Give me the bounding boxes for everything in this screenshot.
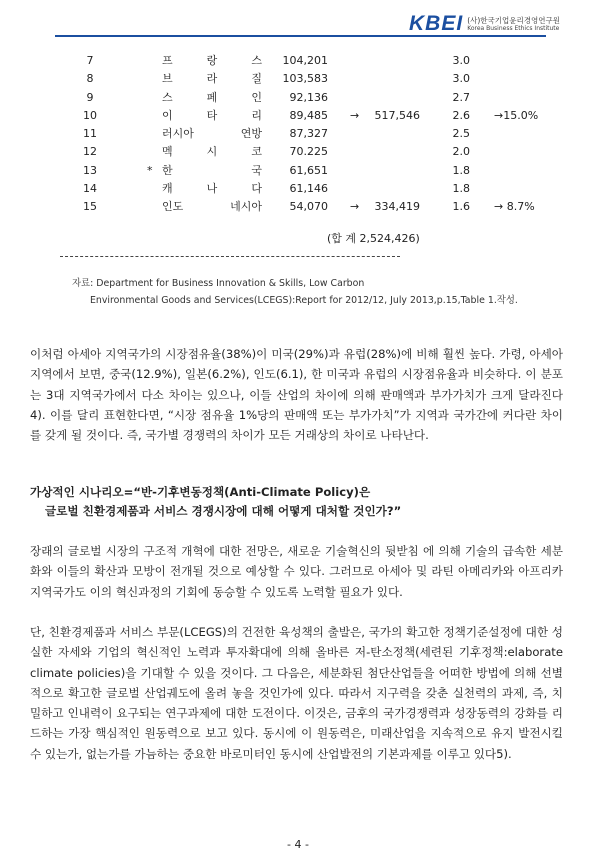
value-cell: 103,583: [282, 72, 328, 86]
subtotal-percent-cell: →15.0%: [494, 108, 539, 122]
share-percent-cell: 2.7: [452, 90, 470, 104]
subtotal-cell: 334,419: [374, 200, 420, 214]
country-name-part: 러시아: [162, 127, 194, 141]
share-percent-cell: 1.6: [452, 200, 470, 214]
page-number: - 4 -: [287, 838, 309, 851]
table-row: [0, 198, 596, 216]
logo-text: [467, 16, 560, 33]
rank-cell: 8: [86, 72, 94, 86]
country-name-part: 스: [251, 54, 262, 67]
country-name-part: 라: [206, 72, 218, 86]
value-cell: 70.225: [289, 145, 328, 159]
share-percent-cell: 1.8: [452, 182, 470, 196]
value-cell: 92,136: [289, 90, 328, 104]
country-name-part: 멕: [162, 145, 173, 159]
table-total: (합 계 2,524,426): [327, 232, 420, 245]
country-name-part: 코: [251, 145, 262, 159]
paragraph-market-share: 이처럼 아세아 지역국가의 시장점유율(38%)이 미국(29%)과 유럽(28%)에 비해 훨씬 높다. 가령, 아세아지역에서 보면, 중국(12.9%), 일본(6.2%), 인도(6.1), 한 미국과 유럽의 시장점유율과 비슷하다. 이 분포는 3대 지역국가에서 다소 차이는 있으나, 이들 산업의 차이에 의해 판매액과 부가가치가 크게 달라진다4). 이를 달리 표현한다면, “시장 점유율 1%당의 판매액 또는 부가가치”가 지역과 국가간에 커다란 차이를 갖게 될 것이다. 즉, 국가별 경쟁력의 차이가 모든 거래상의 차이로 나타난다.: [30, 347, 563, 443]
value-cell: 104,201: [282, 54, 328, 67]
rank-cell: 10: [83, 108, 97, 122]
rank-cell: 7: [86, 54, 94, 67]
section-heading-line-1: 가상적인 시나리오=“반-기후변동정책(Anti-Climate Policy)은: [30, 485, 371, 499]
country-name-part: 브: [162, 72, 173, 86]
country-name-part: 페: [206, 90, 218, 104]
value-cell: 54,070: [289, 200, 328, 214]
header-rule: [55, 35, 546, 37]
country-name-part: 인: [251, 90, 262, 104]
highlight-marker: *: [147, 163, 153, 177]
country-cell: [162, 107, 262, 125]
source-line-1: 자료: Department for Business Innovation & Skills, Low Carbon: [72, 278, 365, 289]
country-name-part: 시: [206, 145, 218, 159]
source-line-2: Environmental Goods and Services(LCEGS):Report for 2012/12, July 2013,p.15,Table 1.작성.: [90, 295, 518, 306]
country-cell: [162, 52, 262, 70]
table-row: [0, 143, 596, 161]
table-row: [0, 107, 596, 125]
country-ranking-table: [0, 52, 596, 217]
table-row: [0, 180, 596, 198]
table-row: [0, 125, 596, 143]
subtotal-cell: 517,546: [374, 108, 420, 122]
country-cell: [162, 180, 262, 198]
country-cell: [162, 162, 262, 180]
subtotal-percent-cell: → 8.7%: [494, 200, 535, 214]
value-cell: 61,651: [289, 163, 328, 177]
section-heading-line-2: 글로벌 친환경제품과 서비스 경쟁시장에 대해 어떻게 대처할 것인가?”: [45, 504, 402, 518]
table-row: [0, 162, 596, 180]
value-cell: 89,485: [289, 108, 328, 122]
country-cell: [162, 89, 262, 107]
country-name-part: 이: [162, 108, 173, 122]
paragraph-policy: 단, 친환경제품과 서비스 부문(LCEGS)의 건전한 육성책의 출발은, 국가의 확고한 정책기준설정에 대한 성실한 자세와 기업의 혁신적인 노력과 투자확대에 의해 올바른 저-탄소정책(세련된 기후정책:elaborate climate policies)을 기대할 수 있을 것이다. 그 다음은, 세분화된 첨단산업들을 어떠한 방법에 의해 선별적으로 확고한 글로벌 산업궤도에 올려 놓을 것인가에 있다. 따라서 지구력을 갖춘 실천력의 과제, 즉, 치밀하고 인내력이 요구되는 연구과제에 대한 도전이다. 이것은, 금후의 국가경쟁력과 성장동력의 강화를 리드하는 가장 핵심적인 원동력으로 보고 있다. 동시에 이 원동력은, 미래산업을 지속적으로 유지 발전시킬 수 있는가, 없는가를 가늠하는 중요한 바로미터인 동시에 산업발전의 기본과제를 이루고 있다5).: [30, 625, 563, 761]
country-name-part: 타: [206, 108, 218, 122]
rank-cell: 11: [83, 127, 97, 141]
share-percent-cell: 2.0: [452, 145, 470, 159]
logo-english-name: Korea Business Ethics Institute: [467, 24, 560, 32]
country-name-part: 랑: [206, 54, 218, 67]
country-name-part: 프: [162, 54, 173, 67]
logo-mark: KBEI: [409, 12, 464, 35]
country-cell: [162, 143, 262, 161]
share-percent-cell: 3.0: [452, 72, 470, 86]
country-name-part: 네시아: [230, 200, 262, 214]
rank-cell: 12: [83, 145, 97, 159]
share-percent-cell: 3.0: [452, 54, 470, 67]
country-name-part: 한: [162, 163, 173, 177]
rank-cell: 15: [83, 200, 97, 214]
logo-korean-name: (사)한국기업윤리경영연구원: [467, 15, 560, 25]
share-percent-cell: 2.6: [452, 108, 470, 122]
rank-cell: 9: [86, 90, 94, 104]
table-row: [0, 70, 596, 88]
value-cell: 61,146: [289, 182, 328, 196]
country-name-part: 스: [162, 90, 173, 104]
table-divider: [60, 256, 400, 257]
country-cell: [162, 70, 262, 88]
arrow-marker: →: [350, 200, 360, 214]
country-name-part: 캐: [162, 182, 173, 196]
country-name-part: 연방: [240, 127, 262, 141]
value-cell: 87,327: [289, 127, 328, 141]
arrow-marker: →: [350, 108, 360, 122]
country-cell: [162, 198, 262, 216]
country-cell: [162, 125, 262, 143]
country-name-part: 나: [206, 182, 218, 196]
country-name-part: 리: [251, 108, 262, 122]
paragraph-outlook: 장래의 글로벌 시장의 구조적 개혁에 대한 전망은, 새로운 기술혁신의 뒷받침 에 의해 기술의 급속한 세분화와 이들의 확산과 모방이 전개될 것으로 예상할 수 있다. 그러므로 아세아 및 라틴 아메리카와 아프리카 지역국가도 이의 혁신과정의 기회에 동승할 수 있도록 노력할 필요가 있다.: [30, 544, 563, 599]
table-row: [0, 89, 596, 107]
share-percent-cell: 1.8: [452, 163, 470, 177]
header-logo: [409, 14, 560, 34]
country-name-part: 인도: [162, 200, 184, 214]
country-name-part: 질: [251, 72, 262, 86]
share-percent-cell: 2.5: [452, 127, 470, 141]
country-name-part: 국: [251, 163, 262, 177]
rank-cell: 13: [83, 163, 97, 177]
table-row: [0, 52, 596, 70]
country-name-part: 다: [251, 182, 262, 196]
rank-cell: 14: [83, 182, 97, 196]
